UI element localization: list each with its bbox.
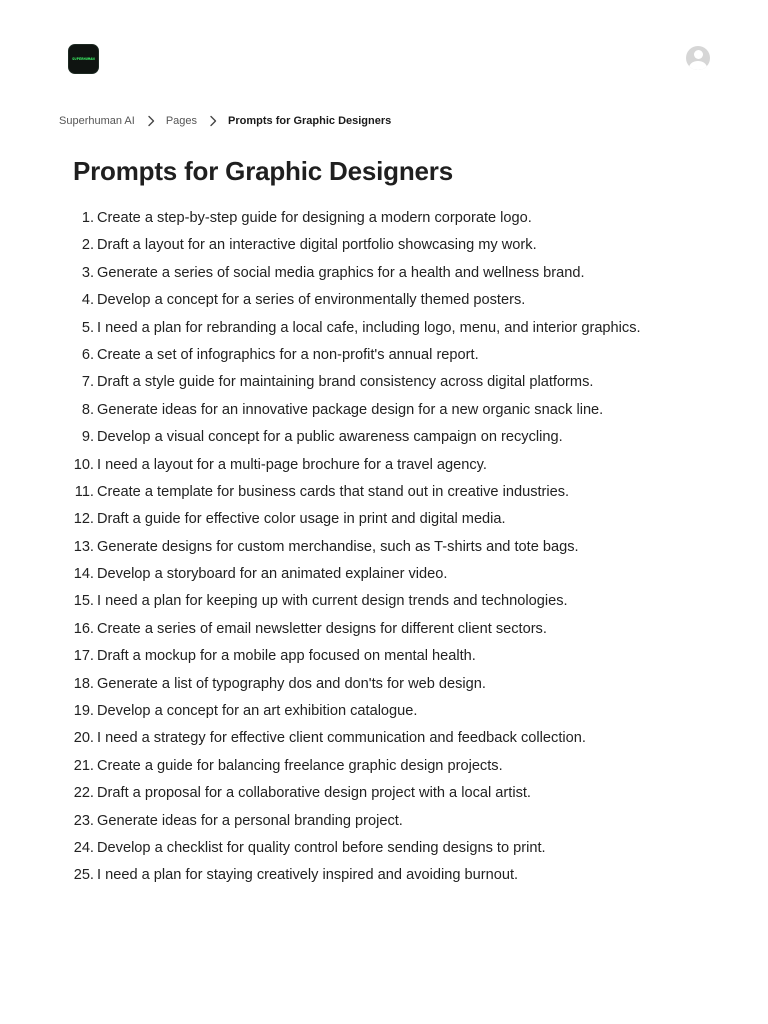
breadcrumb-link-pages[interactable]: Pages	[165, 115, 198, 127]
avatar-head-shape	[694, 50, 703, 59]
list-item-number: 12.	[73, 511, 94, 528]
list-item-number: 3.	[81, 264, 94, 281]
list-item-number: 13.	[73, 538, 94, 555]
list-item	[0, 424, 768, 451]
list-item-number: 10.	[73, 456, 94, 473]
list-item	[0, 260, 768, 287]
list-item-text: Develop a storyboard for an animated explainer video.	[97, 566, 448, 583]
list-item	[0, 315, 768, 342]
list-item-text: Draft a layout for an interactive digital portfolio showcasing my work.	[97, 237, 537, 254]
list-item	[0, 561, 768, 588]
list-item-text: Generate ideas for an innovative package design for a new organic snack line.	[97, 401, 604, 418]
list-item	[0, 287, 768, 314]
list-item	[0, 479, 768, 506]
list-item	[0, 753, 768, 780]
list-item-number: 9.	[81, 429, 94, 446]
list-item	[0, 534, 768, 561]
list-item-text: Create a guide for balancing freelance graphic design projects.	[97, 757, 503, 774]
list-item-text: Create a template for business cards that stand out in creative industries.	[97, 483, 570, 500]
list-item-number: 6.	[81, 346, 94, 363]
list-item	[0, 205, 768, 232]
list-item	[0, 342, 768, 369]
prompt-list	[0, 205, 768, 890]
list-item	[0, 862, 768, 889]
list-item-text: Develop a concept for an art exhibition catalogue.	[97, 703, 418, 720]
list-item-text: Generate ideas for a personal branding project.	[97, 812, 403, 829]
list-item-text: Draft a mockup for a mobile app focused on mental health.	[97, 648, 476, 665]
list-item-number: 15.	[73, 593, 94, 610]
chevron-right-icon	[146, 115, 156, 127]
list-item-number: 22.	[73, 785, 94, 802]
list-item-number: 7.	[81, 374, 94, 391]
list-item	[0, 588, 768, 615]
list-item	[0, 780, 768, 807]
list-item-text: Develop a visual concept for a public awareness campaign on recycling.	[97, 429, 563, 446]
list-item	[0, 835, 768, 862]
list-item-number: 21.	[73, 757, 94, 774]
list-item-number: 24.	[73, 839, 94, 856]
list-item	[0, 397, 768, 424]
list-item-text: Develop a concept for a series of environmentally themed posters.	[97, 292, 526, 309]
list-item	[0, 369, 768, 396]
list-item	[0, 725, 768, 752]
list-item-text: I need a strategy for effective client communication and feedback collection.	[97, 730, 586, 747]
list-item	[0, 452, 768, 479]
list-item	[0, 808, 768, 835]
list-item-number: 1.	[81, 210, 94, 226]
logo-text: SUPERHUMAN	[72, 57, 95, 61]
list-item-text: Generate a series of social media graphics for a health and wellness brand.	[97, 264, 585, 281]
list-item	[0, 671, 768, 698]
list-item-text: Draft a guide for effective color usage in print and digital media.	[97, 511, 506, 528]
list-item-number: 17.	[73, 648, 94, 665]
list-item	[0, 616, 768, 643]
breadcrumb-current-page: Prompts for Graphic Designers	[228, 115, 392, 127]
list-item-text: I need a layout for a multi-page brochure for a travel agency.	[97, 456, 487, 473]
list-item-number: 19.	[73, 703, 94, 720]
list-item-number: 11.	[74, 483, 94, 500]
list-item-number: 8.	[81, 401, 94, 418]
list-item-text: I need a plan for keeping up with current design trends and technologies.	[97, 593, 568, 610]
list-item-text: Create a series of email newsletter designs for different client sectors.	[97, 620, 547, 637]
list-item-text: Develop a checklist for quality control before sending designs to print.	[97, 839, 546, 856]
list-item	[0, 506, 768, 533]
list-item	[0, 643, 768, 670]
avatar-body-shape	[689, 61, 707, 70]
superhuman-logo[interactable]	[68, 44, 99, 74]
list-item-number: 23.	[73, 812, 94, 829]
page-title: Prompts for Graphic Designers	[73, 156, 453, 186]
list-item-number: 2.	[81, 237, 94, 254]
list-item-text: I need a plan for staying creatively inspired and avoiding burnout.	[97, 867, 519, 884]
list-item-number: 20.	[73, 730, 94, 747]
chevron-right-icon	[208, 115, 218, 127]
list-item-text: Generate designs for custom merchandise, such as T-shirts and tote bags.	[97, 538, 579, 555]
site-header	[0, 0, 768, 100]
list-item	[0, 698, 768, 725]
list-item-number: 14.	[73, 566, 94, 583]
breadcrumb	[59, 113, 391, 129]
list-item-text: Draft a proposal for a collaborative design project with a local artist.	[97, 785, 531, 802]
list-item-text: Generate a list of typography dos and don'ts for web design.	[97, 675, 486, 692]
list-item-number: 5.	[81, 319, 94, 336]
list-item-number: 25.	[73, 867, 94, 884]
list-item-text: Create a set of infographics for a non-profit's annual report.	[97, 346, 479, 363]
list-item-number: 4.	[81, 292, 94, 309]
list-item-number: 16.	[73, 620, 94, 637]
list-item-text: I need a plan for rebranding a local cafe, including logo, menu, and interior graphics.	[97, 319, 641, 336]
list-item-number: 18.	[73, 675, 94, 692]
list-item	[0, 232, 768, 259]
user-avatar-icon[interactable]	[686, 46, 710, 70]
breadcrumb-link-superhuman-ai[interactable]: Superhuman AI	[59, 115, 135, 127]
list-item-text: Create a step-by-step guide for designing a modern corporate logo.	[97, 210, 532, 226]
list-item-text: Draft a style guide for maintaining brand consistency across digital platforms.	[97, 374, 594, 391]
